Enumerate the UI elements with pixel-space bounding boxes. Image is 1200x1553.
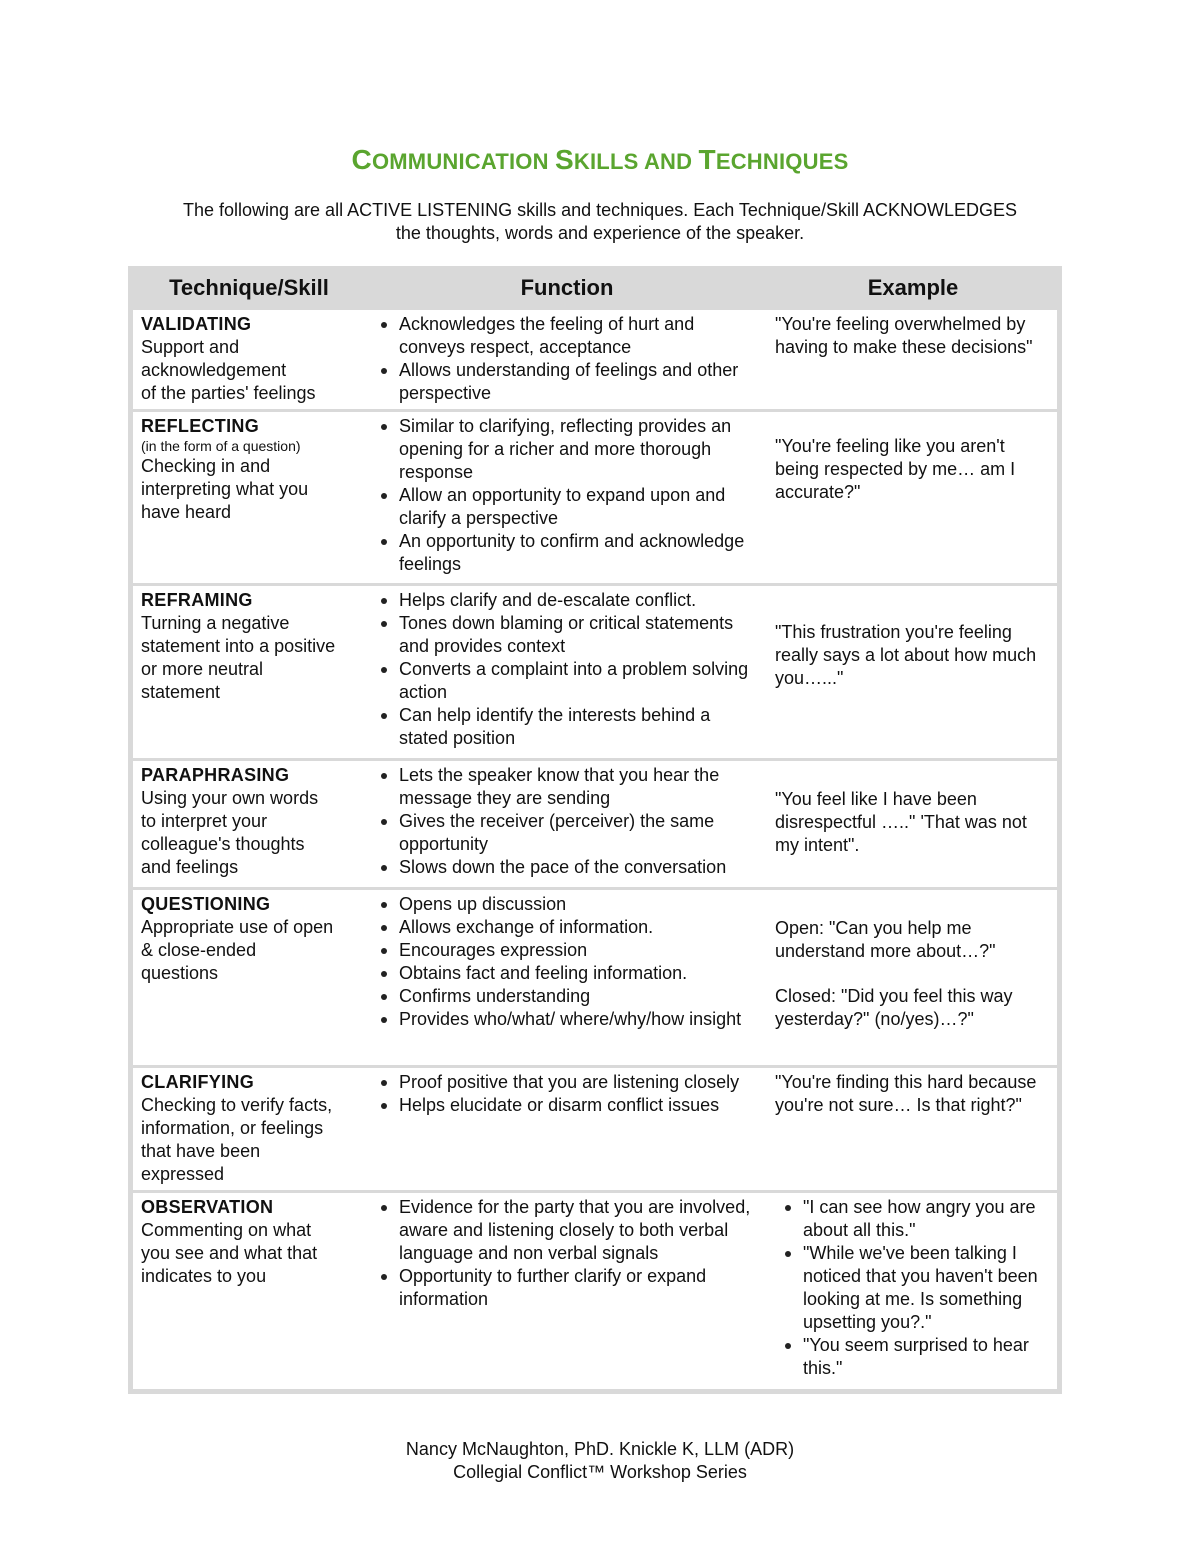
function-item: Allows exchange of information. <box>377 916 763 939</box>
technique-description: have heard <box>141 502 232 522</box>
technique-name: QUESTIONING <box>141 894 271 914</box>
example-item: "While we've been talking I noticed that you haven't been looking at me. Is something upsetting you?." <box>781 1242 1051 1334</box>
function-list <box>377 1196 763 1311</box>
page-title: COMMUNICATION SKILLS AND TECHNIQUES <box>351 144 849 175</box>
technique-cell <box>133 890 365 1065</box>
technique-name: VALIDATING <box>141 314 252 334</box>
example-cell <box>769 412 1057 583</box>
header-example: Example <box>867 275 959 300</box>
table-body <box>133 310 1057 1389</box>
function-cell <box>365 412 769 583</box>
technique-cell <box>133 761 365 887</box>
header-technique: Technique/Skill <box>169 275 329 300</box>
technique-cell <box>133 1068 365 1190</box>
table-row <box>133 761 1057 887</box>
example-text: "You're feeling like you aren't being respected by me… am I accurate?" <box>775 436 1016 502</box>
function-cell <box>365 1068 769 1190</box>
example-text: "You're feeling overwhelmed by having to make these decisions" <box>775 314 1033 357</box>
function-item: Allow an opportunity to expand upon and clarify a perspective <box>377 484 763 530</box>
table-row <box>133 310 1057 409</box>
function-item: Slows down the pace of the conversation <box>377 856 763 879</box>
example-text: Closed: "Did you feel this way yesterday?" (no/yes)…?" <box>775 986 1013 1029</box>
example-text: "You feel like I have been disrespectful ….." 'That was not my intent". <box>775 789 1027 855</box>
example-cell <box>769 1193 1057 1389</box>
function-item: Gives the receiver (perceiver) the same opportunity <box>377 810 763 856</box>
skills-table <box>128 266 1062 1394</box>
function-item: Helps elucidate or disarm conflict issues <box>377 1094 763 1117</box>
table-row <box>133 890 1057 1065</box>
technique-name: REFLECTING <box>141 416 259 436</box>
function-item: Helps clarify and de-escalate conflict. <box>377 589 763 612</box>
intro-line-2: the thoughts, words and experience of the speaker. <box>395 223 805 243</box>
function-item: Confirms understanding <box>377 985 763 1008</box>
function-list <box>377 893 763 1031</box>
technique-name: OBSERVATION <box>141 1197 274 1217</box>
intro-line-1: The following are all ACTIVE LISTENING skills and techniques. Each Technique/Skill ACKNOWLEDGES <box>182 200 1018 220</box>
function-list <box>377 764 763 879</box>
technique-description: Turning a negative <box>141 613 290 633</box>
function-cell <box>365 890 769 1065</box>
technique-description: statement <box>141 682 221 702</box>
technique-description: and feelings <box>141 857 239 877</box>
example-cell <box>769 890 1057 1065</box>
header-function: Function <box>520 275 614 300</box>
footer-series: Collegial Conflict™ Workshop Series <box>453 1462 747 1482</box>
function-item: Provides who/what/ where/why/how insight <box>377 1008 763 1031</box>
example-text: Open: "Can you help me understand more about…?" <box>775 918 996 961</box>
example-item: "You seem surprised to hear this." <box>781 1334 1051 1380</box>
technique-description: Checking in and <box>141 456 271 476</box>
function-item: Proof positive that you are listening closely <box>377 1071 763 1094</box>
technique-description: expressed <box>141 1164 225 1184</box>
technique-description: of the parties' feelings <box>141 383 316 403</box>
function-item: An opportunity to confirm and acknowledge feelings <box>377 530 763 576</box>
example-cell <box>769 310 1057 409</box>
table-header <box>133 266 1057 310</box>
technique-description: to interpret your <box>141 811 268 831</box>
technique-description: or more neutral <box>141 659 264 679</box>
technique-name: PARAPHRASING <box>141 765 290 785</box>
function-item: Can help identify the interests behind a stated position <box>377 704 763 750</box>
technique-description: Using your own words <box>141 788 319 808</box>
example-cell <box>769 586 1057 758</box>
technique-description: information, or feelings <box>141 1118 324 1138</box>
function-list <box>377 313 763 405</box>
technique-description: Checking to verify facts, <box>141 1095 333 1115</box>
example-cell <box>769 761 1057 887</box>
technique-description: colleague's thoughts <box>141 834 305 854</box>
technique-description: interpreting what you <box>141 479 309 499</box>
example-cell <box>769 1068 1057 1190</box>
technique-description: statement into a positive <box>141 636 336 656</box>
function-item: Lets the speaker know that you hear the message they are sending <box>377 764 763 810</box>
intro-text <box>120 199 1080 245</box>
function-item: Opportunity to further clarify or expand information <box>377 1265 763 1311</box>
table-row <box>133 586 1057 758</box>
function-item: Evidence for the party that you are involved, aware and listening closely to both verbal language and non verbal signals <box>377 1196 763 1265</box>
technique-cell <box>133 586 365 758</box>
technique-description: & close-ended <box>141 940 257 960</box>
technique-name: CLARIFYING <box>141 1072 254 1092</box>
footer <box>0 1438 1200 1484</box>
technique-description: acknowledgement <box>141 360 287 380</box>
function-cell <box>365 1193 769 1389</box>
example-text: "You're finding this hard because you're not sure… Is that right?" <box>775 1072 1037 1115</box>
function-item: Tones down blaming or critical statements and provides context <box>377 612 763 658</box>
technique-description: questions <box>141 963 219 983</box>
function-item: Acknowledges the feeling of hurt and conveys respect, acceptance <box>377 313 763 359</box>
function-item: Allows understanding of feelings and other perspective <box>377 359 763 405</box>
table-row <box>133 1068 1057 1190</box>
technique-description: that have been <box>141 1141 261 1161</box>
function-item: Obtains fact and feeling information. <box>377 962 763 985</box>
example-item: "I can see how angry you are about all this." <box>781 1196 1051 1242</box>
table-row <box>133 412 1057 583</box>
technique-description: indicates to you <box>141 1266 267 1286</box>
technique-cell <box>133 310 365 409</box>
function-item: Encourages expression <box>377 939 763 962</box>
function-item: Similar to clarifying, reflecting provides an opening for a richer and more thorough response <box>377 415 763 484</box>
example-list <box>781 1196 1051 1380</box>
table-row <box>133 1193 1057 1389</box>
technique-description: you see and what that <box>141 1243 318 1263</box>
technique-name: REFRAMING <box>141 590 253 610</box>
function-list <box>377 1071 763 1117</box>
footer-authors: Nancy McNaughton, PhD. Knickle K, LLM (ADR) <box>405 1439 795 1459</box>
function-item: Converts a complaint into a problem solving action <box>377 658 763 704</box>
function-list <box>377 589 763 750</box>
example-gap <box>775 963 1051 985</box>
function-cell <box>365 310 769 409</box>
technique-description: Appropriate use of open <box>141 917 334 937</box>
function-cell <box>365 761 769 887</box>
function-cell <box>365 586 769 758</box>
function-item: Opens up discussion <box>377 893 763 916</box>
technique-description: Support and <box>141 337 240 357</box>
technique-description: Commenting on what <box>141 1220 312 1240</box>
technique-note: (in the form of a question) <box>141 438 301 454</box>
example-text: "This frustration you're feeling really says a lot about how much you…..." <box>775 622 1037 688</box>
function-list <box>377 415 763 576</box>
technique-cell <box>133 1193 365 1389</box>
technique-cell <box>133 412 365 583</box>
